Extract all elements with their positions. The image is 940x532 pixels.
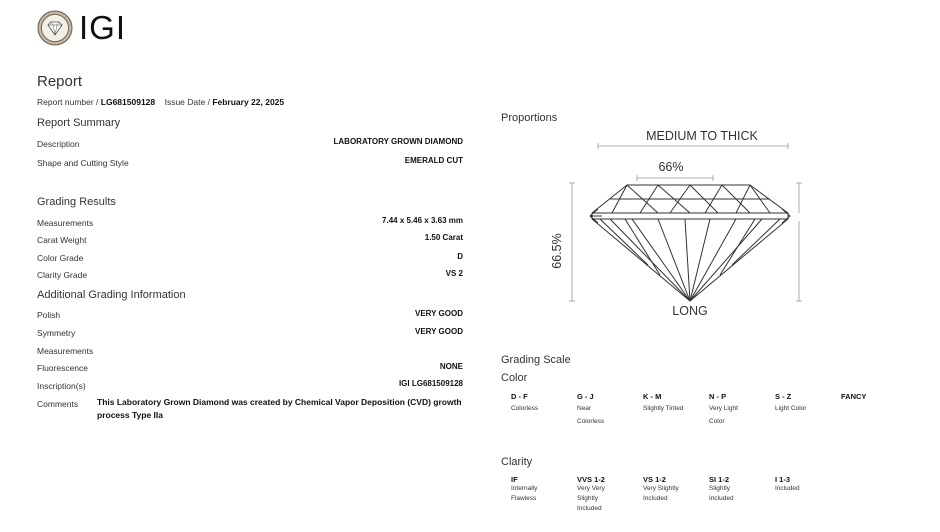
clarity-desc: Included: [709, 495, 734, 502]
inscription-value: IGI LG681509128: [398, 379, 463, 388]
color-desc: Slightly Tinted: [643, 405, 684, 412]
clarity-code: IF: [511, 475, 518, 484]
grading-scale-heading: Grading Scale: [501, 354, 571, 366]
color-scale-item: [841, 392, 907, 401]
clarity-grade-value: VS 2: [445, 269, 463, 278]
color-desc: Near: [577, 405, 592, 412]
color-code: S - Z: [775, 392, 792, 401]
clarity-scale-item: [709, 475, 775, 504]
igi-seal-icon: [37, 10, 73, 46]
measurements-value: 7.44 x 5.46 x 3.63 mm: [382, 216, 463, 225]
color-scale-item: [775, 392, 841, 414]
color-scale-item: [577, 392, 643, 427]
color-code: K - M: [643, 392, 662, 401]
report-number: LG681509128: [100, 97, 156, 107]
color-code: D - F: [511, 392, 528, 401]
report-summary-heading: Report Summary: [37, 117, 121, 129]
color-desc: Very Light: [709, 405, 738, 412]
description-value: LABORATORY GROWN DIAMOND: [333, 137, 463, 146]
symmetry-value: VERY GOOD: [414, 327, 463, 336]
comments-label: Comments: [37, 399, 79, 409]
additional-measurements-label: Measurements: [37, 346, 94, 356]
color-code: FANCY: [841, 392, 867, 401]
clarity-code: SI 1-2: [709, 475, 730, 484]
color-scale-item: [643, 392, 709, 414]
clarity-desc: Slightly: [709, 485, 730, 492]
comments-value: This Laboratory Grown Diamond was created by Chemical Vapor Deposition (CVD) growth process Type IIa: [97, 397, 462, 420]
color-desc: Colorless: [511, 405, 539, 412]
clarity-desc: Included: [775, 485, 800, 492]
fluorescence-label: Fluorescence: [37, 363, 89, 373]
issue-date-label: Issue Date /: [164, 97, 213, 107]
issue-date: February 22, 2025: [212, 97, 285, 107]
table-percent-label: 66%: [658, 160, 684, 174]
color-scale-item: [709, 392, 775, 427]
description-label: Description: [37, 139, 80, 149]
color-code: N - P: [709, 392, 727, 401]
clarity-scale-item: [511, 475, 577, 504]
clarity-desc: Very Very: [577, 485, 605, 492]
color-grade-label: Color Grade: [37, 253, 84, 263]
depth-percent-label: 66.5%: [550, 233, 564, 269]
polish-value: VERY GOOD: [414, 309, 463, 318]
clarity-code: VVS 1-2: [577, 475, 605, 484]
carat-weight-label: Carat Weight: [37, 235, 87, 245]
clarity-desc: Included: [577, 505, 602, 512]
color-grade-value: D: [457, 252, 463, 261]
color-code: G - J: [577, 392, 594, 401]
report-title: Report: [37, 73, 83, 90]
fluorescence-value: NONE: [439, 362, 463, 371]
color-scale-item: [511, 392, 577, 414]
proportions-diagram: [540, 125, 820, 325]
inscription-label: Inscription(s): [37, 381, 86, 391]
color-scale-heading: Color: [501, 372, 528, 384]
clarity-code: VS 1-2: [643, 475, 666, 484]
clarity-scale-item: [577, 475, 643, 514]
igi-logo: [37, 10, 126, 46]
clarity-code: I 1-3: [775, 475, 791, 484]
clarity-scale-item: [775, 475, 841, 494]
color-desc: Colorless: [577, 418, 605, 425]
clarity-desc: Very Slightly: [643, 485, 679, 492]
carat-weight-value: 1.50 Carat: [424, 233, 463, 242]
diamond-outline: [592, 185, 788, 301]
clarity-scale-item: [643, 475, 709, 504]
proportions-heading: Proportions: [501, 112, 558, 124]
clarity-desc: Internally: [511, 485, 538, 492]
clarity-desc: Slightly: [577, 495, 598, 502]
brand-name: IGI: [79, 9, 127, 46]
clarity-scale-heading: Clarity: [501, 456, 533, 468]
report-number-label: Report number /: [37, 97, 101, 107]
measurements-label: Measurements: [37, 218, 94, 228]
culet-label: LONG: [672, 304, 708, 318]
color-desc: Light Color: [775, 405, 807, 412]
clarity-desc: Included: [643, 495, 668, 502]
report-meta: [37, 97, 284, 107]
clarity-grade-label: Clarity Grade: [37, 270, 88, 280]
shape-label: Shape and Cutting Style: [37, 158, 129, 168]
polish-label: Polish: [37, 310, 61, 320]
symmetry-label: Symmetry: [37, 328, 76, 338]
girdle-label: MEDIUM TO THICK: [646, 129, 758, 143]
shape-value: EMERALD CUT: [404, 156, 463, 165]
clarity-desc: Flawless: [511, 495, 537, 502]
additional-info-heading: Additional Grading Information: [37, 289, 186, 301]
grading-results-heading: Grading Results: [37, 196, 116, 208]
color-desc: Color: [709, 418, 725, 425]
